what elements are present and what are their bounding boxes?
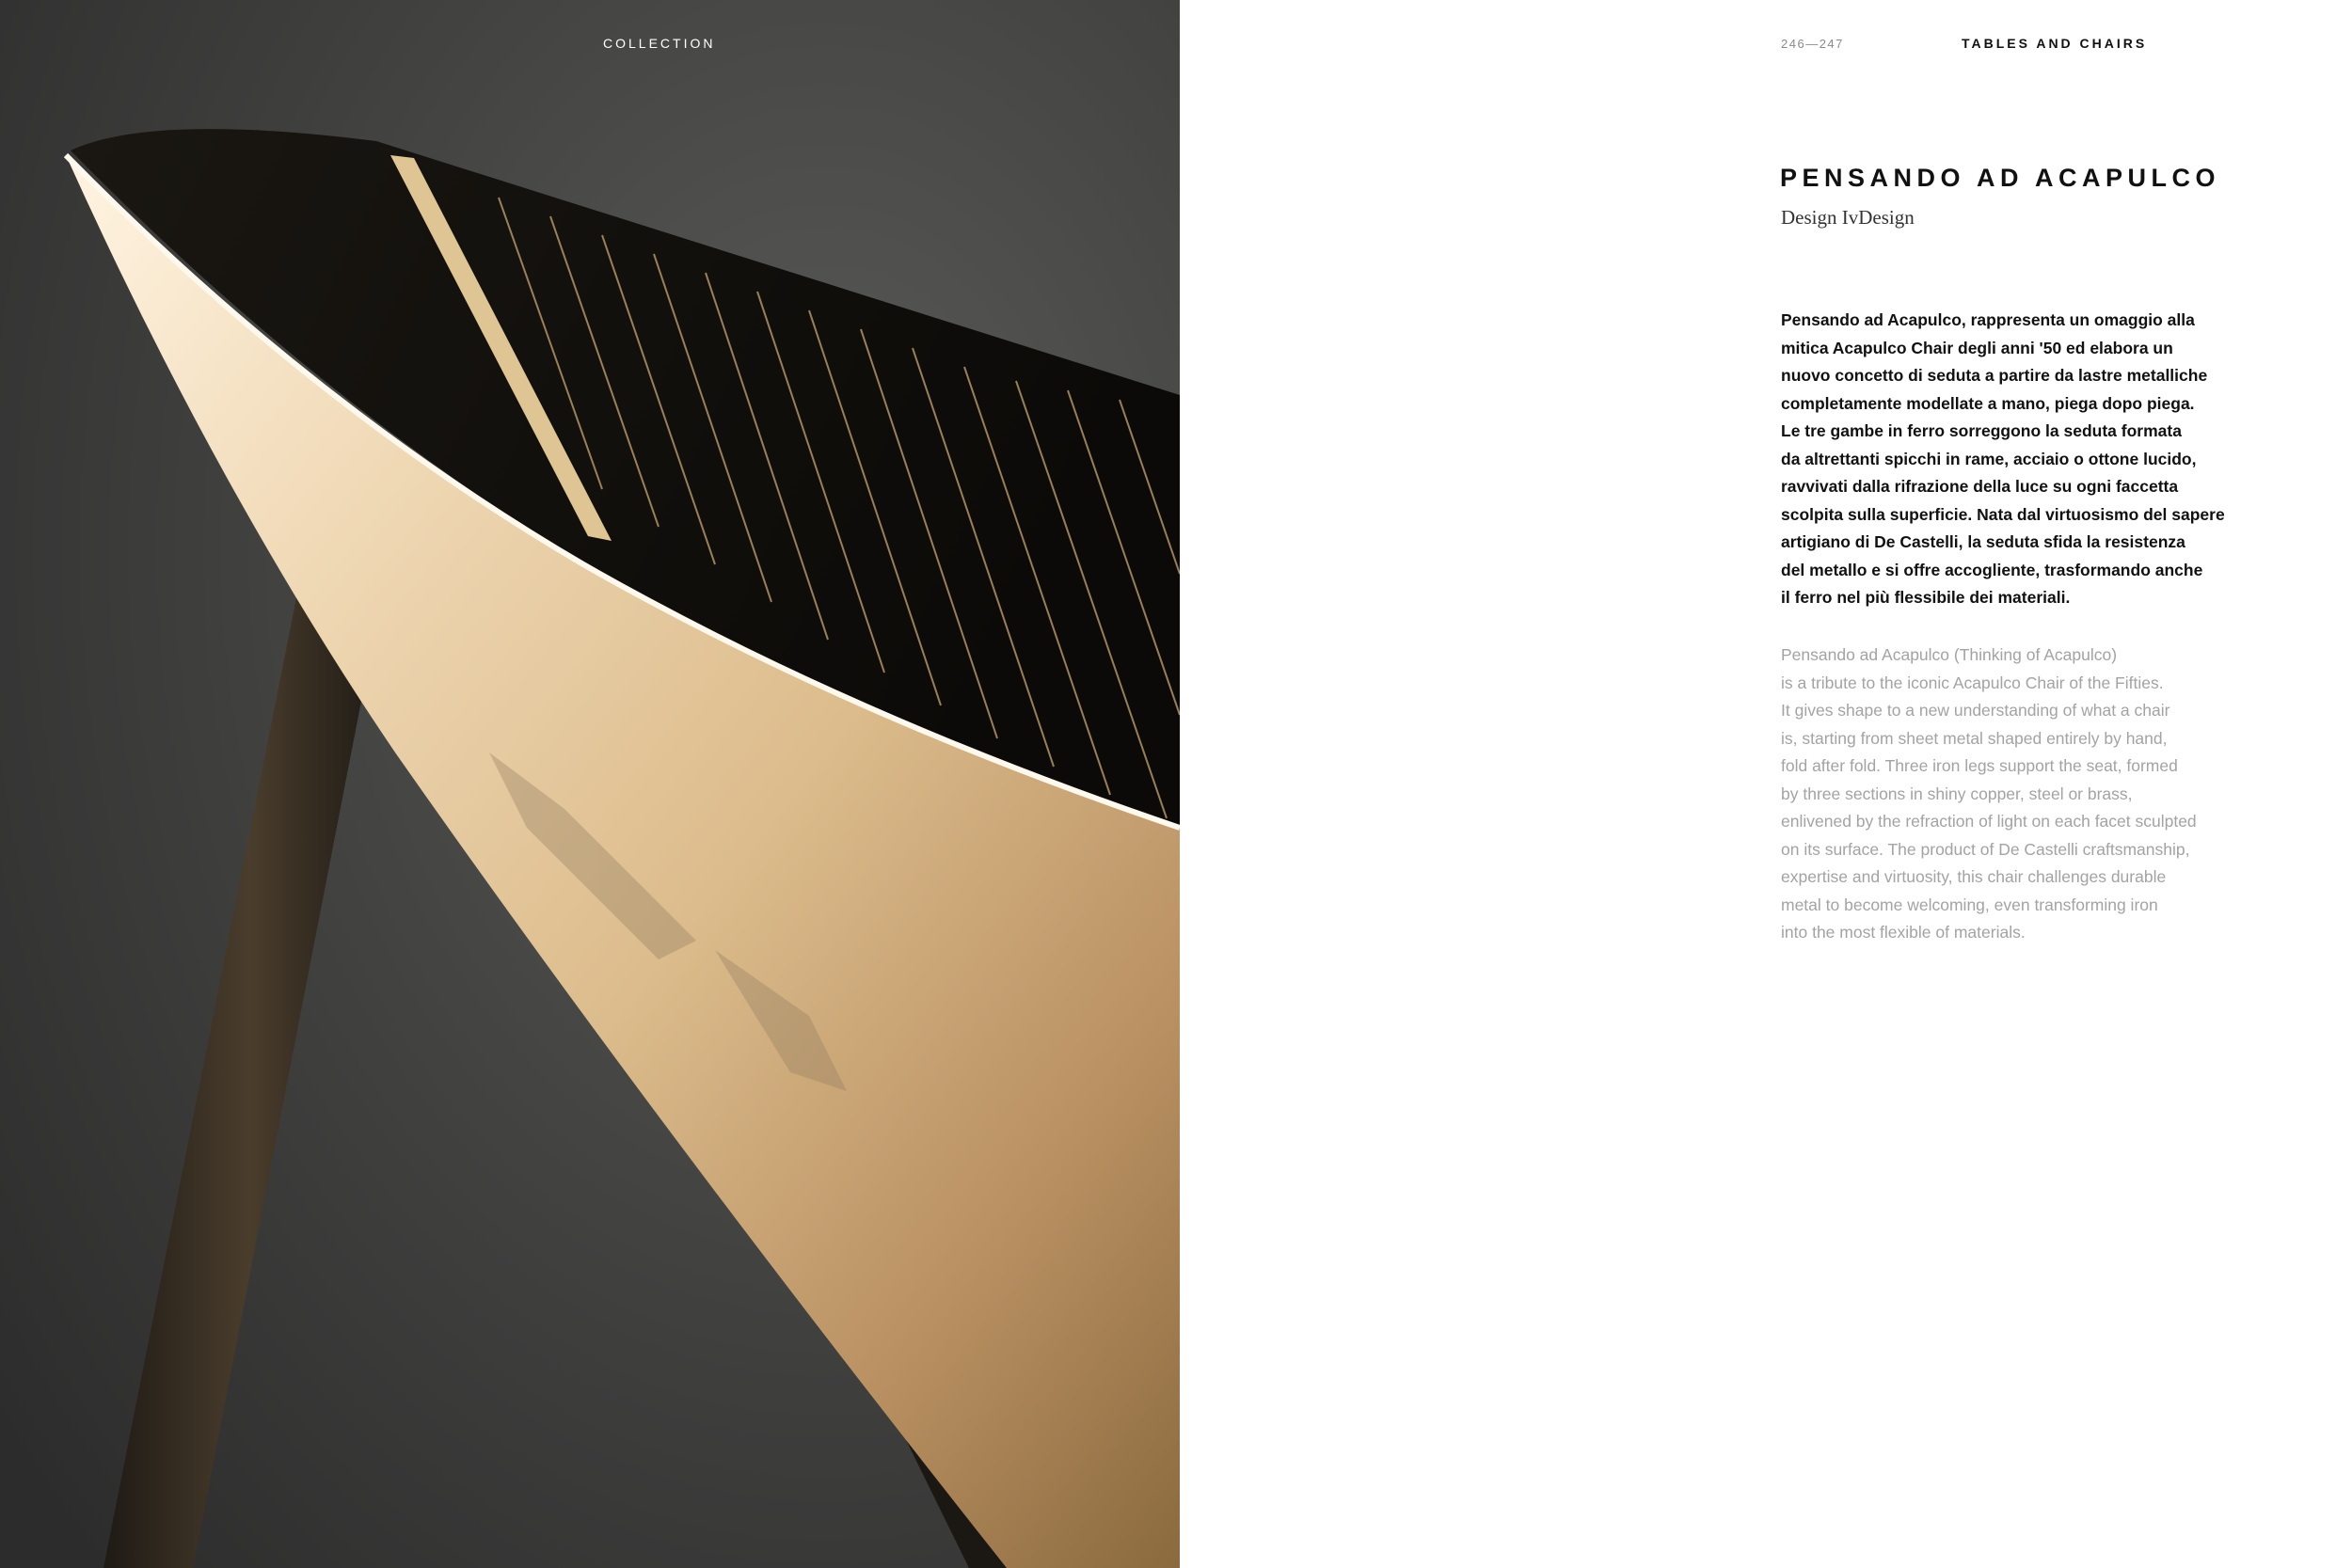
- english-description-line: into the most flexible of materials.: [1781, 923, 2026, 942]
- italian-description-line: artigiano di De Castelli, la seduta sfida la resistenza: [1781, 532, 2185, 551]
- italian-description-line: da altrettanti spicchi in rame, acciaio o ottone lucido,: [1781, 449, 2197, 468]
- italian-description-line: mitica Acapulco Chair degli anni '50 ed elabora un: [1781, 338, 2173, 357]
- english-description-line: It gives shape to a new understanding of what a chair: [1781, 701, 2170, 720]
- italian-description-line: scolpita sulla superficie. Nata dal virtuosismo del sapere: [1781, 504, 2225, 524]
- english-description-line: is a tribute to the iconic Acapulco Chair of the Fifties.: [1781, 673, 2164, 692]
- english-description-line: enlivened by the refraction of light on each facet sculpted: [1781, 812, 2197, 831]
- english-description-line: Pensando ad Acapulco (Thinking of Acapulco): [1781, 645, 2118, 664]
- section-label: COLLECTION: [603, 36, 716, 51]
- english-description-line: expertise and virtuosity, this chair challenges durable: [1781, 867, 2167, 886]
- italian-description-line: nuovo concetto di seduta a partire da lastre metalliche: [1781, 366, 2208, 385]
- designer-credit: Design IvDesign: [1781, 206, 1915, 229]
- english-description-line: by three sections in shiny copper, steel or brass,: [1781, 784, 2133, 803]
- english-description-line: metal to become welcoming, even transforming iron: [1781, 895, 2158, 914]
- english-description: [1781, 641, 2270, 947]
- italian-description-line: ravvivati dalla rifrazione della luce su ogni faccetta: [1781, 477, 2179, 496]
- italian-description-line: del metallo e si offre accogliente, trasformando anche: [1781, 560, 2203, 579]
- italian-description-line: Pensando ad Acapulco, rappresenta un omaggio alla: [1781, 310, 2195, 329]
- italian-description-line: il ferro nel più flessibile dei materiali.: [1781, 588, 2071, 607]
- italian-description: [1781, 307, 2270, 612]
- english-description-line: is, starting from sheet metal shaped entirely by hand,: [1781, 728, 2168, 748]
- italian-description-line: completamente modellate a mano, piega dopo piega.: [1781, 393, 2195, 413]
- category-label: TABLES AND CHAIRS: [1962, 36, 2148, 51]
- page-numbers: 246—247: [1781, 37, 1844, 51]
- english-description-line: on its surface. The product of De Castelli craftsmanship,: [1781, 839, 2190, 859]
- english-description-line: fold after fold. Three iron legs support the seat, formed: [1781, 756, 2178, 775]
- product-title: PENSANDO AD ACAPULCO: [1780, 164, 2221, 192]
- italian-description-line: Le tre gambe in ferro sorreggono la seduta formata: [1781, 421, 2182, 440]
